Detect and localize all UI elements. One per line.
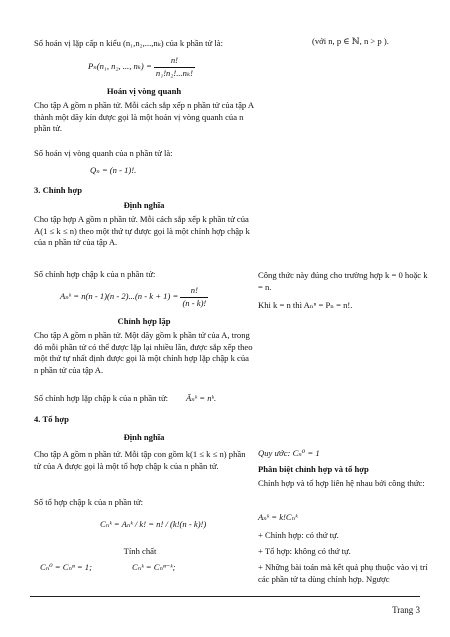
distinguish-paragraph: Chỉnh hợp và tổ hợp liên hệ nhau bởi công thức: <box>258 478 425 488</box>
formula-lhs: Pₙ(n₁, n₂, ..., nₖ) = <box>88 61 152 72</box>
perm-repeat-formula <box>88 55 195 79</box>
repeat-arrangement-formula: Āₙᵏ = nᵏ. <box>186 393 217 403</box>
arrangement-definition: Cho tập hợp A gồm n phần tử. Mỗi cách sắp xếp k phần tử của A(1 ≤ k ≤ n) theo một thứ tự được gọi là một chỉnh hợp chập k của n phần tử của tập A. <box>34 214 250 248</box>
combination-definition: Cho tập A gồm n phần tử. Mỗi tập con gồm k(1 ≤ k ≤ n) phần tử của A được gọi là một tổ hợp chập k của n phần tử. <box>34 449 246 471</box>
properties-title: Tính chất <box>123 546 157 556</box>
repeat-arrangement-count: Số chỉnh hợp lặp chập k của n phần tử: <box>34 393 169 403</box>
definition-title: Định nghĩa <box>123 432 165 442</box>
combination-formula: Cₙᵏ = Aₙᵏ / k! = n! / (k!(n - k)!) <box>100 519 207 529</box>
bullet-arrangement: + Chỉnh hợp: có thứ tự. <box>258 530 339 540</box>
distinguish-title: Phân biệt chỉnh hợp và tổ hợp <box>258 464 369 474</box>
arrangement-formula <box>60 285 208 309</box>
convention: Quy ước: Cₙ⁰ = 1 <box>258 448 320 458</box>
relation-formula: Aₙᵏ = k!Cₙᵏ <box>258 512 298 522</box>
circular-title: Hoán vị vòng quanh <box>106 86 182 96</box>
fraction-denominator: n₁!n₂!...nₖ! <box>155 67 193 78</box>
note-k-equals-n: Khi k = n thì Aₙⁿ = Pₙ = n!. <box>258 300 353 310</box>
perm-repeat-intro: Số hoán vị lặp cấp n kiểu (n₁,n₂,...,nₖ) của k phần tử là: <box>34 38 223 48</box>
bullet-combination: + Tổ hợp: không có thứ tự. <box>258 546 351 556</box>
fraction-numerator: n! <box>180 285 208 298</box>
note-formula-validity: Công thức này đúng cho trường hợp k = 0 hoặc k = n. <box>258 270 428 292</box>
circular-count: Số hoán vị vòng quanh của n phần tử là: <box>34 148 173 158</box>
bullet-usage: + Những bài toán mà kết quả phụ thuộc vào vị trí các phần tử ta dùng chỉnh hợp. Ngược <box>258 562 428 584</box>
combination-count: Số tổ hợp chập k của n phần tử: <box>34 497 143 507</box>
circular-formula: Qₙ = (n - 1)!. <box>90 165 137 175</box>
repeat-arrangement-title: Chỉnh hợp lặp <box>117 316 171 326</box>
fraction-numerator: n! <box>154 55 195 68</box>
page-number: Trang 3 <box>392 605 420 615</box>
formula-fraction <box>180 285 208 309</box>
fraction-denominator: (n - k)! <box>182 297 207 308</box>
repeat-arrangement-definition: Cho tập A gồm n phần tử. Một dãy gồm k phần tử của A, trong đó mỗi phần tử có thể được lặp lại nhiều lần, được sắp xếp theo một thứ tự nhất định được gọi là một chỉnh hợp lặp chập k của n phần tử của tập A. <box>34 330 253 375</box>
section-3-title: 3. Chỉnh hợp <box>34 185 82 195</box>
property-2: Cₙᵏ = Cₙⁿ⁻ᵏ; <box>132 562 176 572</box>
header-note: (với n, p ∈ ℕ, n > p ). <box>312 36 389 46</box>
circular-paragraph: Cho tập A gồm n phần tử. Mỗi cách sắp xếp n phần tử của tập A thành một dãy kín được gọi là một hoán vị vòng quanh của n phần tử. <box>34 100 254 134</box>
formula-fraction <box>154 55 195 79</box>
definition-title: Định nghĩa <box>123 200 165 210</box>
section-4-title: 4. Tổ hợp <box>34 414 69 424</box>
formula-lhs: Aₙᵏ = n(n - 1)(n - 2)...(n - k + 1) = <box>60 291 179 302</box>
arrangement-count: Số chỉnh hợp chập k của n phần tử: <box>34 269 156 279</box>
footer-divider <box>30 596 420 597</box>
property-1: Cₙ⁰ = Cₙⁿ = 1; <box>40 562 92 572</box>
